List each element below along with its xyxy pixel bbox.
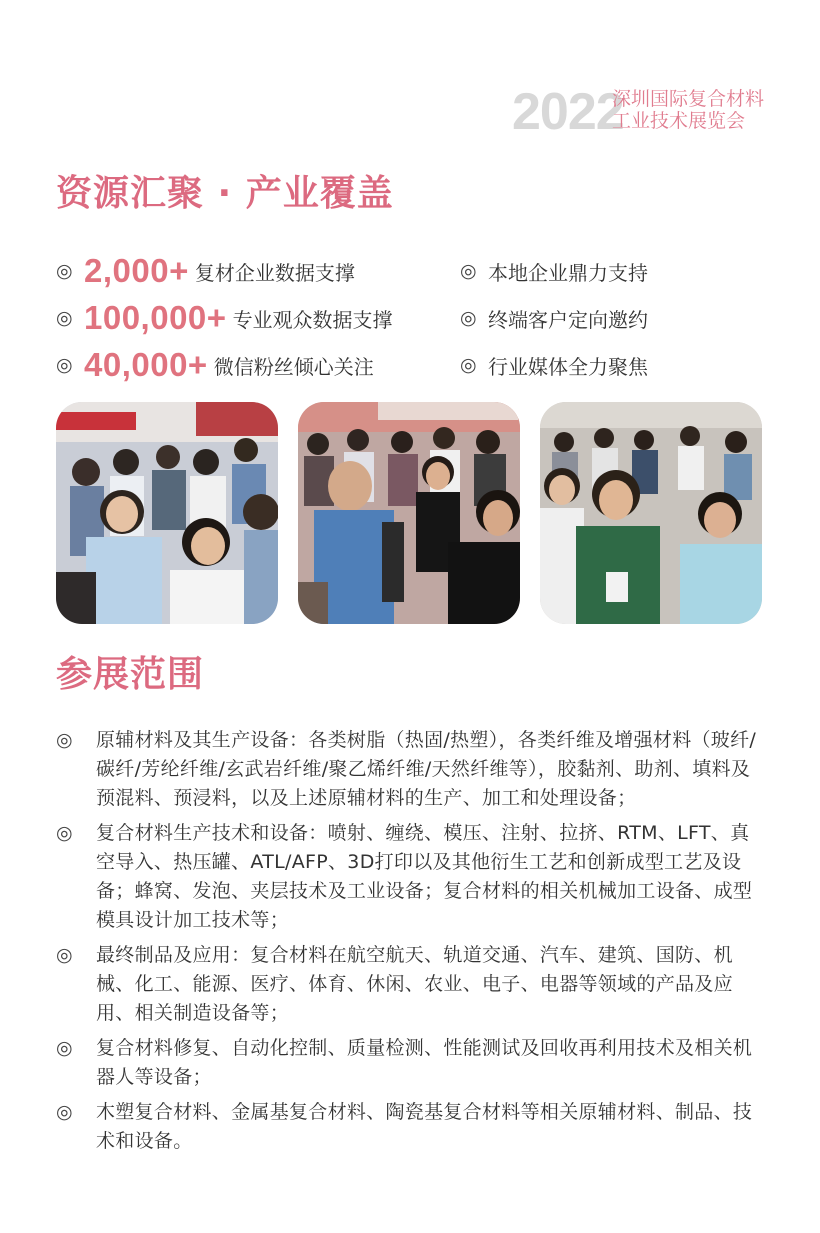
bullet-icon: ◎ [56, 1101, 73, 1123]
crowd-photo [540, 402, 762, 624]
exhibition-photos [56, 402, 762, 624]
list-item [56, 819, 766, 935]
bullet-icon: ◎ [460, 307, 477, 329]
bullet-icon: ◎ [460, 260, 477, 282]
stat-label: 复材企业数据支撑 [194, 260, 355, 285]
stat-number: 2,000+ [84, 252, 189, 289]
scope-item-text: 木塑复合材料、金属基复合材料、陶瓷基复合材料等相关原辅材料、制品、技术和设备。 [96, 1101, 753, 1152]
support-row [460, 295, 648, 341]
bullet-icon: ◎ [460, 354, 477, 376]
bullet-icon: ◎ [56, 307, 73, 329]
bullet-icon: ◎ [56, 729, 73, 751]
brand-logo [512, 84, 802, 140]
support-label: 本地企业鼎力支持 [488, 260, 648, 285]
scope-item-text: 复合材料生产技术和设备：喷射、缠绕、模压、注射、拉挤、RTM、LFT、真空导入、热压罐、ATL/AFP、3D打印以及其他衍生工艺和创新成型工艺及设备；蜂窝、发泡、夹层技术及工业设备；复合材料的相关机械加工设备、成型模具设计加工技术等； [96, 822, 753, 931]
list-item [56, 726, 766, 813]
support-row [460, 248, 648, 294]
bullet-icon: ◎ [56, 354, 73, 376]
bullet-icon: ◎ [56, 1037, 73, 1059]
bullet-icon: ◎ [56, 260, 73, 282]
scope-item-text: 复合材料修复、自动化控制、质量检测、性能测试及回收再利用技术及相关机器人等设备； [96, 1037, 753, 1088]
stat-row [56, 342, 374, 388]
brand-name-line1: 深圳国际复合材料 [612, 88, 765, 110]
support-label: 终端客户定向邀约 [488, 307, 648, 332]
scope-item-text: 最终制品及应用：复合材料在航空航天、轨道交通、汽车、建筑、国防、机械、化工、能源、医疗、体育、休闲、农业、电子、电器等领域的产品及应用、相关制造设备等； [96, 944, 733, 1024]
list-item [56, 1034, 766, 1092]
brand-name-line2: 工业技术展览会 [612, 110, 746, 132]
support-row [460, 342, 648, 388]
resources-title: 资源汇聚 · 产业覆盖 [56, 173, 394, 214]
scope-item-text: 原辅材料及其生产设备：各类树脂（热固/热塑），各类纤维及增强材料（玻纤/碳纤/芳纶纤维/玄武岩纤维/聚乙烯纤维/天然纤维等），胶黏剂、助剂、填料及预混料、预浸料，以及上述原辅材料的生产、加工和处理设备； [96, 729, 757, 809]
brand-name [612, 88, 764, 132]
crowd-photo [56, 402, 278, 624]
bullet-icon: ◎ [56, 944, 73, 966]
stat-number: 40,000+ [84, 346, 208, 383]
stat-number: 100,000+ [84, 299, 227, 336]
crowd-photo [298, 402, 520, 624]
stat-row [56, 248, 355, 294]
bullet-icon: ◎ [56, 822, 73, 844]
stat-label: 微信粉丝倾心关注 [213, 354, 374, 379]
scope-list [56, 726, 766, 1162]
support-label: 行业媒体全力聚焦 [488, 354, 648, 379]
list-item [56, 1098, 766, 1156]
brand-year: 2022 [512, 83, 624, 141]
stat-label: 专业观众数据支撑 [232, 307, 393, 332]
scope-title: 参展范围 [56, 654, 205, 695]
list-item [56, 941, 766, 1028]
stat-row [56, 295, 393, 341]
